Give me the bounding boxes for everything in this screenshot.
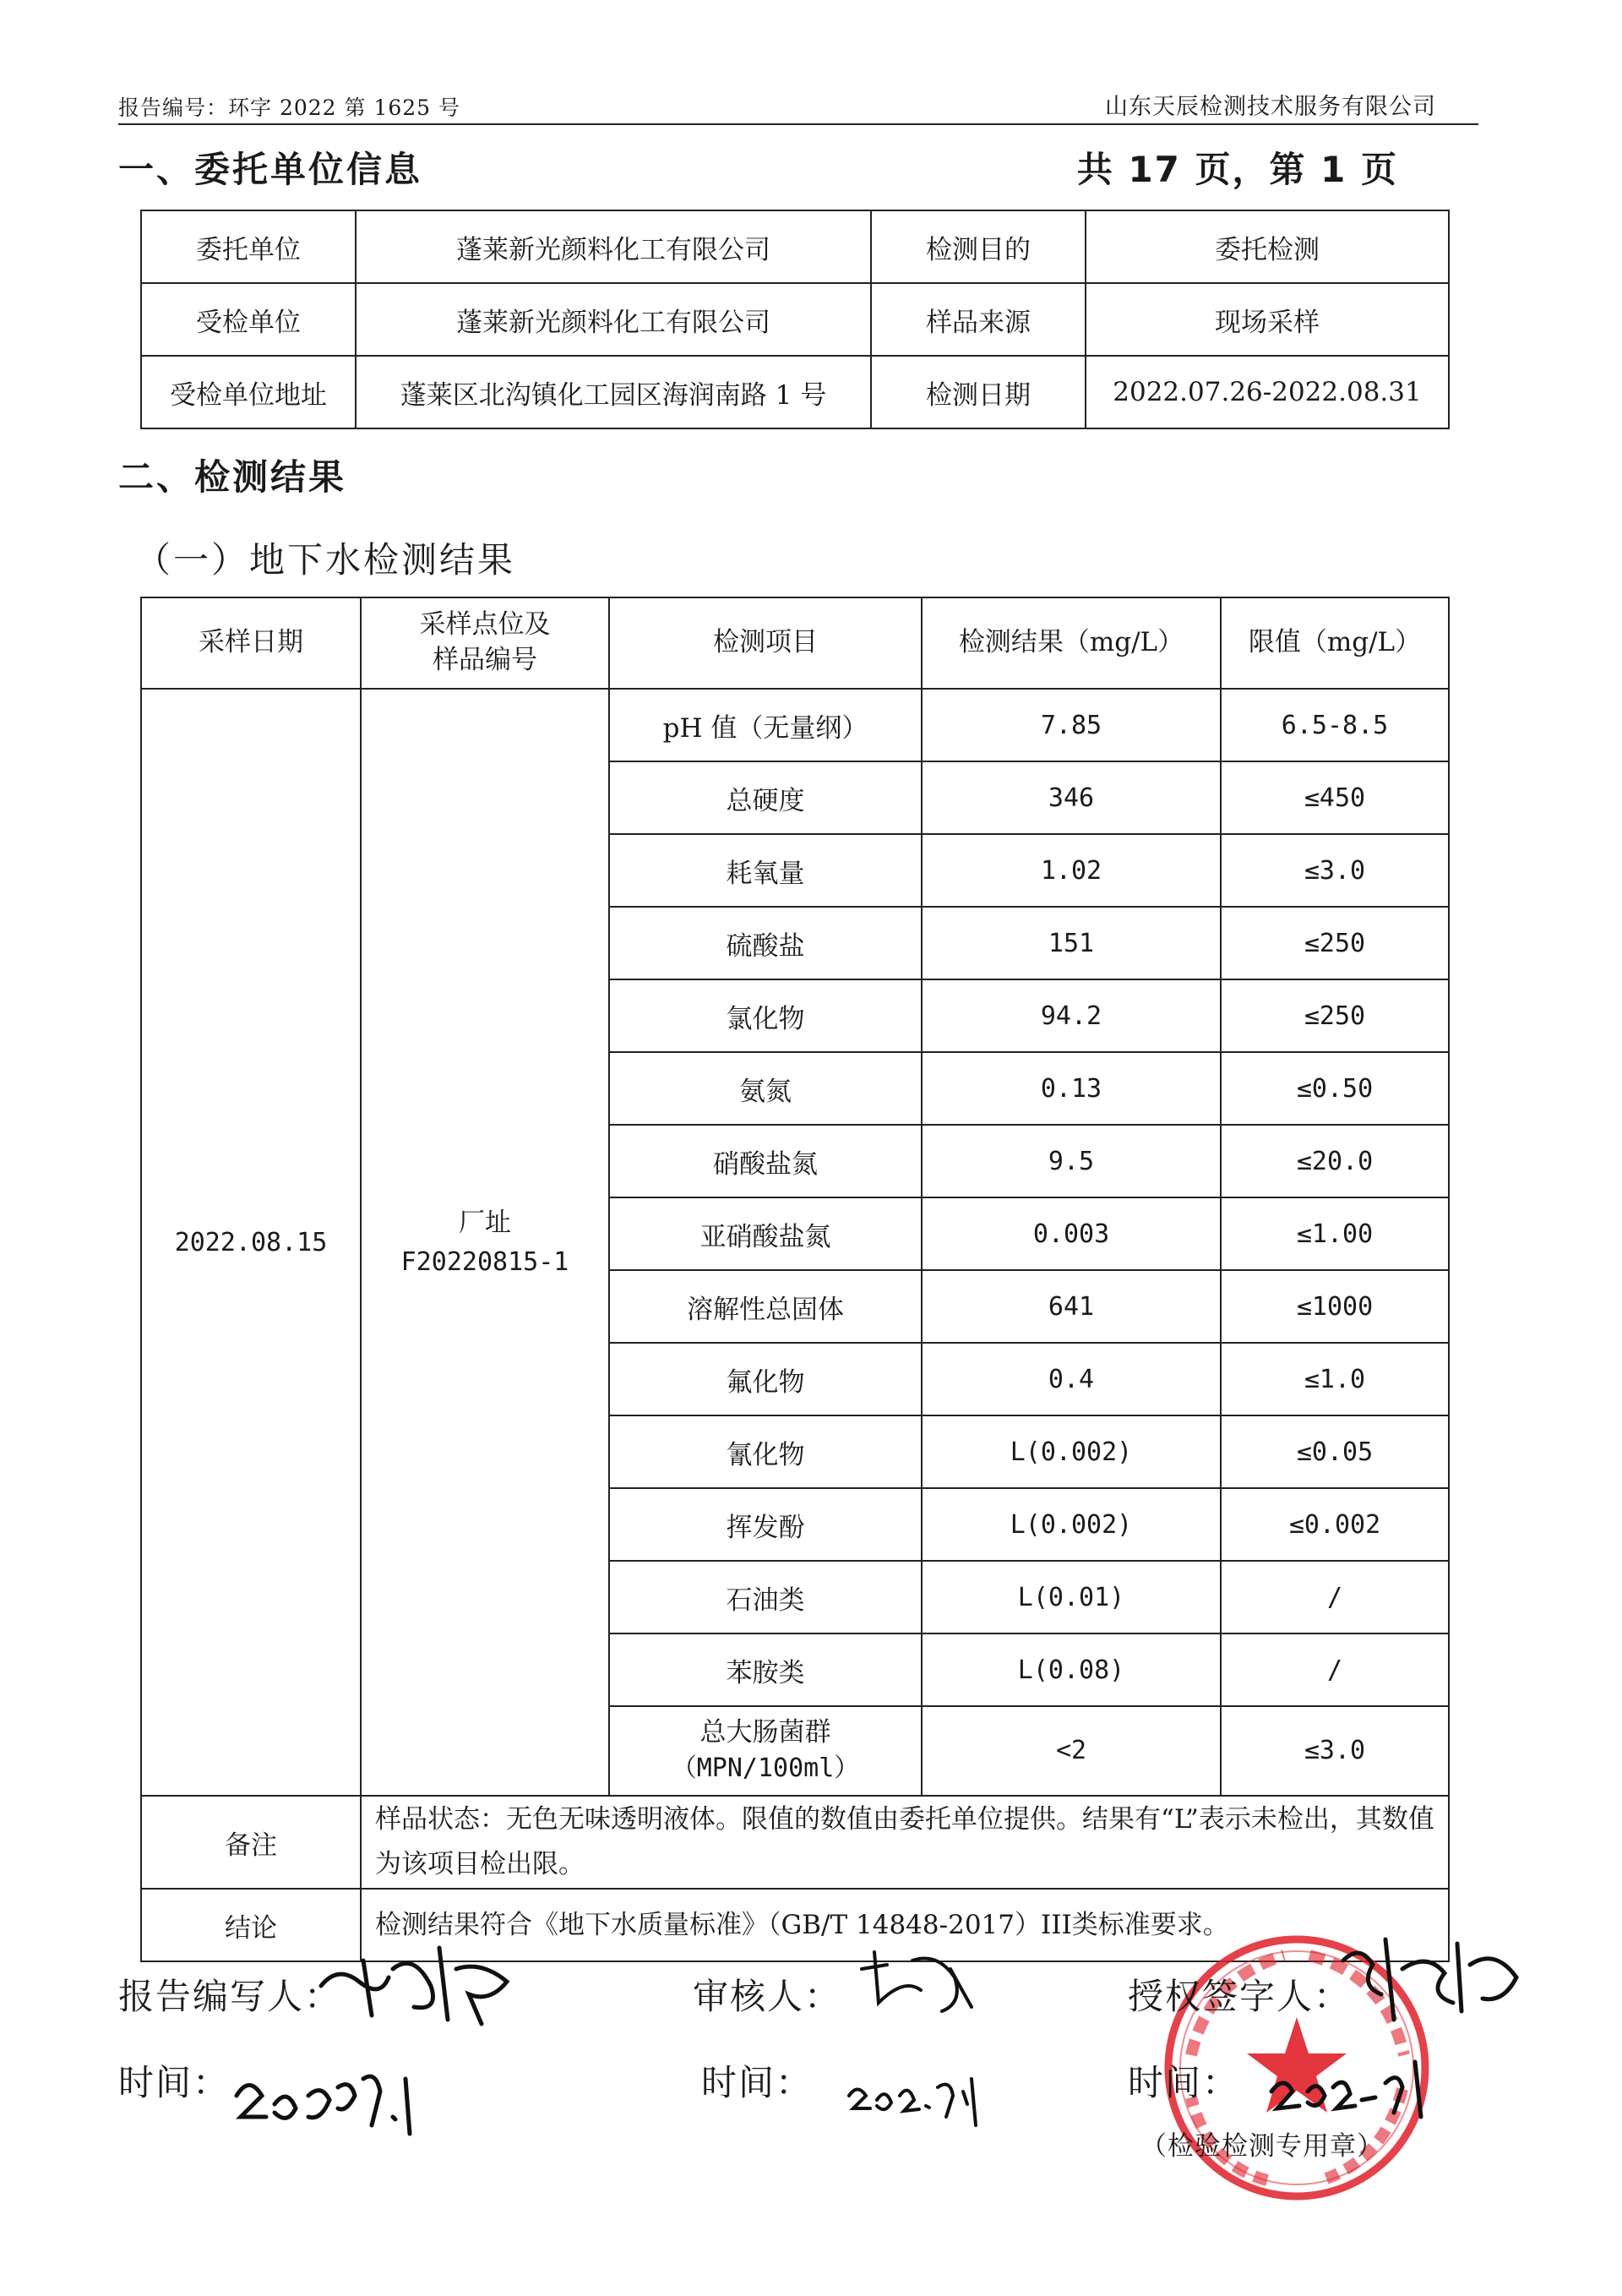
header-divider: [118, 123, 1478, 125]
limit-cell: ≤250: [1221, 979, 1449, 1052]
remark-text: 样品状态：无色无味透明液体。限值的数值由委托单位提供。结果有“L”表示未检出，其数值为该项目检出限。: [361, 1796, 1449, 1889]
client-info-row: [141, 210, 1449, 283]
info-label: 样品来源: [871, 283, 1086, 356]
info-label: 受检单位地址: [141, 356, 356, 428]
col-header-result: 检测结果（mg/L）: [922, 597, 1221, 689]
limit-cell: ≤1.0: [1221, 1343, 1449, 1415]
result-cell: 346: [922, 761, 1221, 834]
info-value: 现场采样: [1086, 283, 1449, 356]
item-cell: 硫酸盐: [609, 907, 922, 979]
result-cell: 641: [922, 1270, 1221, 1343]
conclusion-text: 检测结果符合《地下水质量标准》（GB/T 14848-2017）III类标准要求。: [361, 1889, 1449, 1961]
site-name: 厂址: [459, 1207, 511, 1238]
stamp-caption: （检验检测专用章）: [1140, 2131, 1384, 2162]
item-cell: 苯胺类: [609, 1633, 922, 1706]
limit-cell: ≤250: [1221, 907, 1449, 979]
info-label: 委托单位: [141, 210, 356, 283]
report-writer-label: 报告编写人：: [118, 1976, 342, 2017]
limit-cell: ≤1.00: [1221, 1197, 1449, 1270]
result-cell: L(0.002): [922, 1415, 1221, 1488]
info-label: 检测目的: [871, 210, 1086, 283]
item-cell: 挥发酚: [609, 1488, 922, 1561]
info-value: 委托检测: [1086, 210, 1449, 283]
limit-cell: ≤0.002: [1221, 1488, 1449, 1561]
result-cell: <2: [922, 1706, 1221, 1796]
result-cell: 1.02: [922, 834, 1221, 907]
writer-time-label: 时间：: [118, 2062, 231, 2103]
section1-title: 一、委托单位信息: [118, 149, 423, 190]
info-value: 蓬莱新光颜料化工有限公司: [356, 283, 871, 356]
item-cell: 总硬度: [609, 761, 922, 834]
info-label: 检测日期: [871, 356, 1086, 428]
writer-date-handwriting: [228, 2045, 422, 2138]
limit-cell: ≤0.50: [1221, 1052, 1449, 1125]
limit-cell: /: [1221, 1633, 1449, 1706]
item-cell: 氨氮: [609, 1052, 922, 1125]
reviewer-signature: [853, 1944, 980, 2020]
item-cell: 石油类: [609, 1561, 922, 1633]
limit-cell: ≤3.0: [1221, 1706, 1449, 1796]
result-cell: 151: [922, 907, 1221, 979]
result-cell: 7.85: [922, 689, 1221, 761]
item-cell: pH 值（无量纲）: [609, 689, 922, 761]
page-count: 共 17 页，第 1 页: [1076, 149, 1398, 190]
sample-date-cell: 2022.08.15: [141, 689, 361, 1796]
groundwater-results-table: [140, 597, 1450, 1962]
coliform-item-line1: 总大肠菌群: [699, 1717, 831, 1748]
result-cell: L(0.002): [922, 1488, 1221, 1561]
reviewer-time-label: 时间：: [701, 2062, 814, 2103]
limit-cell: ≤3.0: [1221, 834, 1449, 907]
sample-site-cell: [361, 689, 609, 1796]
item-cell: 氟化物: [609, 1343, 922, 1415]
table-row: [141, 689, 1449, 761]
col-header-site-line1: 采样点位及: [419, 609, 551, 641]
approver-signature: [1335, 1927, 1529, 2028]
remark-label: 备注: [141, 1796, 361, 1889]
result-cell: 9.5: [922, 1125, 1221, 1197]
coliform-item-line2: （MPN/100ml）: [671, 1753, 860, 1783]
section2-subtitle: （一）地下水检测结果: [135, 539, 516, 581]
section2-title: 二、检测结果: [118, 456, 347, 498]
client-info-row: [141, 283, 1449, 356]
item-cell: 耗氧量: [609, 834, 922, 907]
approver-date-handwriting: [1267, 2045, 1453, 2121]
info-value: 2022.07.26-2022.08.31: [1086, 356, 1449, 428]
reviewer-label: 审核人：: [693, 1976, 842, 2017]
company-name: 山东天辰检测技术服务有限公司: [1105, 94, 1436, 120]
result-cell: L(0.08): [922, 1633, 1221, 1706]
limit-cell: ≤1000: [1221, 1270, 1449, 1343]
col-header-limit: 限值（mg/L）: [1221, 597, 1449, 689]
approver-label: 授权签字人：: [1128, 1976, 1352, 2017]
result-cell: 0.003: [922, 1197, 1221, 1270]
col-header-date: 采样日期: [141, 597, 361, 689]
info-value: 蓬莱新光颜料化工有限公司: [356, 210, 871, 283]
info-value: 蓬莱区北沟镇化工园区海润南路 1 号: [356, 356, 871, 428]
client-info-table: [140, 210, 1450, 429]
table-header-row: [141, 597, 1449, 689]
limit-cell: ≤20.0: [1221, 1125, 1449, 1197]
info-label: 受检单位: [141, 283, 356, 356]
item-cell: 氯化物: [609, 979, 922, 1052]
limit-cell: /: [1221, 1561, 1449, 1633]
item-cell: 硝酸盐氮: [609, 1125, 922, 1197]
report-number: 报告编号：环字 2022 第 1625 号: [118, 95, 461, 120]
item-cell: 溶解性总固体: [609, 1270, 922, 1343]
reviewer-date-handwriting: [845, 2053, 988, 2130]
conclusion-label: 结论: [141, 1889, 361, 1961]
item-cell: [609, 1706, 922, 1796]
result-cell: 94.2: [922, 979, 1221, 1052]
col-header-site-line2: 样品编号: [433, 645, 537, 675]
approver-time-label: 时间：: [1128, 2062, 1240, 2103]
item-cell: 亚硝酸盐氮: [609, 1197, 922, 1270]
col-header-item: 检测项目: [609, 597, 922, 689]
client-info-row: [141, 356, 1449, 428]
result-cell: 0.13: [922, 1052, 1221, 1125]
sample-code: F20220815-1: [400, 1247, 569, 1277]
writer-signature: [313, 1935, 524, 2028]
result-cell: L(0.01): [922, 1561, 1221, 1633]
remark-row: [141, 1796, 1449, 1889]
limit-cell: ≤450: [1221, 761, 1449, 834]
limit-cell: ≤0.05: [1221, 1415, 1449, 1488]
col-header-site: [361, 597, 609, 689]
item-cell: 氰化物: [609, 1415, 922, 1488]
limit-cell: 6.5-8.5: [1221, 689, 1449, 761]
result-cell: 0.4: [922, 1343, 1221, 1415]
